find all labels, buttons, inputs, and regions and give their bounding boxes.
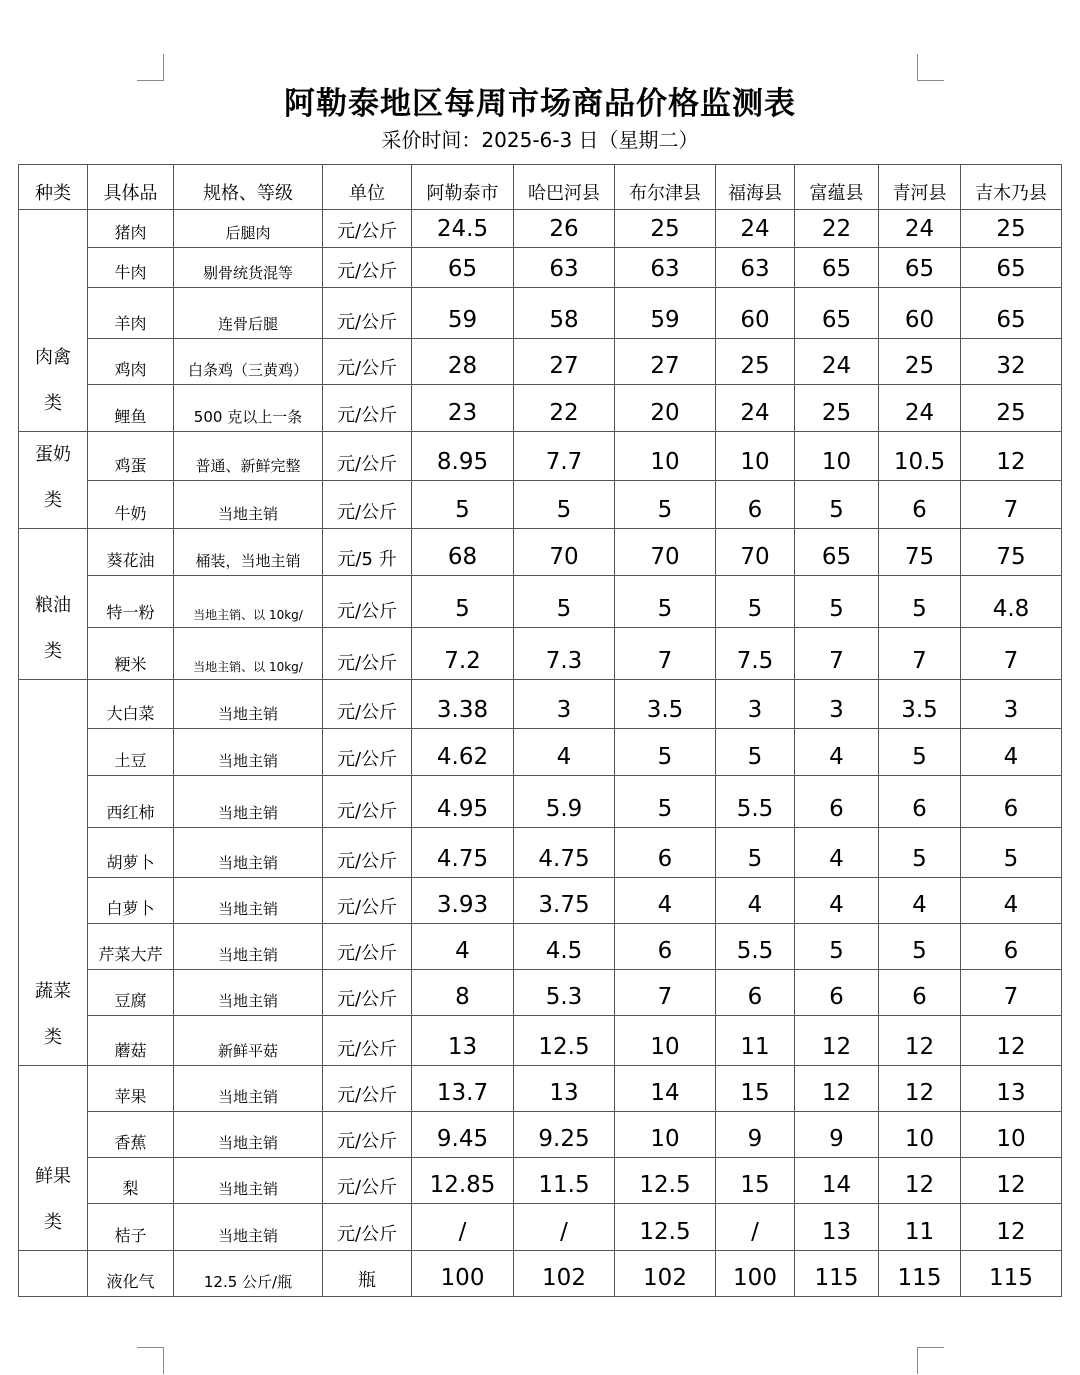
price-cell: 26 [514, 210, 615, 248]
price-cell: 65 [795, 288, 879, 339]
item-name: 羊肉 [88, 288, 174, 339]
price-cell: 10 [615, 1112, 716, 1158]
price-cell: 5 [795, 576, 879, 628]
price-cell: 25 [716, 339, 795, 385]
price-cell: 24.5 [412, 210, 514, 248]
price-cell: 5 [514, 576, 615, 628]
price-cell: 7.7 [514, 432, 615, 481]
unit-cell: 元/公斤 [323, 1066, 412, 1112]
price-cell: 12 [879, 1158, 961, 1204]
price-cell: 25 [795, 385, 879, 432]
price-cell: 7 [961, 628, 1062, 680]
page-title: 阿勒泰地区每周市场商品价格监测表 [284, 86, 796, 122]
price-cell: 4 [412, 924, 514, 970]
price-cell: 12.85 [412, 1158, 514, 1204]
unit-cell: 元/公斤 [323, 878, 412, 924]
price-cell: 70 [716, 529, 795, 576]
price-cell: 65 [961, 248, 1062, 288]
price-cell: 7 [615, 628, 716, 680]
spec-cell: 12.5 公斤/瓶 [174, 1251, 323, 1297]
price-cell: 14 [615, 1066, 716, 1112]
price-cell: 23 [412, 385, 514, 432]
price-cell: 8 [412, 970, 514, 1016]
price-cell: 4.95 [412, 776, 514, 828]
item-name: 白萝卜 [88, 878, 174, 924]
unit-cell: 元/公斤 [323, 1204, 412, 1251]
spec-cell: 普通、新鲜完整 [174, 432, 323, 481]
price-cell: 12 [961, 1204, 1062, 1251]
price-cell: 5 [615, 576, 716, 628]
item-name: 牛肉 [88, 248, 174, 288]
price-cell: 27 [514, 339, 615, 385]
price-cell: / [716, 1204, 795, 1251]
category-label: 鲜果 [35, 1166, 71, 1187]
table-row [19, 1158, 1062, 1204]
price-cell: 12 [795, 1016, 879, 1066]
item-name: 苹果 [88, 1066, 174, 1112]
table-row [19, 210, 1062, 248]
table-row [19, 339, 1062, 385]
table-row [19, 680, 1062, 729]
price-cell: 6 [879, 776, 961, 828]
price-cell: 4 [795, 828, 879, 878]
price-cell: 4.5 [514, 924, 615, 970]
spec-cell: 当地主销 [174, 480, 323, 529]
price-cell: 12.5 [615, 1158, 716, 1204]
price-cell: 24 [879, 210, 961, 248]
item-name: 蘑菇 [88, 1016, 174, 1066]
table-row [19, 828, 1062, 878]
price-cell: 7 [615, 970, 716, 1016]
category-cell [19, 1066, 88, 1251]
spec-cell: 新鲜平菇 [174, 1016, 323, 1066]
unit-cell: 元/公斤 [323, 970, 412, 1016]
price-cell: 11 [879, 1204, 961, 1251]
price-cell: 9.25 [514, 1112, 615, 1158]
spec-cell: 当地主销 [174, 924, 323, 970]
price-cell: 6 [716, 970, 795, 1016]
unit-cell: 元/公斤 [323, 628, 412, 680]
price-cell: 5.9 [514, 776, 615, 828]
price-cell: 5 [615, 480, 716, 529]
unit-cell: 元/公斤 [323, 210, 412, 248]
category-label: 肉禽 [35, 347, 71, 368]
unit-cell: 元/公斤 [323, 385, 412, 432]
price-cell: 65 [961, 288, 1062, 339]
item-name: 胡萝卜 [88, 828, 174, 878]
unit-cell: 元/公斤 [323, 576, 412, 628]
price-cell: 5 [716, 729, 795, 776]
price-cell: 3.38 [412, 680, 514, 729]
category-cell [19, 529, 88, 680]
price-cell: 4 [879, 878, 961, 924]
price-cell: 4 [961, 729, 1062, 776]
price-cell: 12 [961, 1158, 1062, 1204]
crop-mark-bottom-right [917, 1347, 944, 1374]
price-cell: 75 [961, 529, 1062, 576]
price-cell: 63 [514, 248, 615, 288]
price-cell: 20 [615, 385, 716, 432]
table-row [19, 1016, 1062, 1066]
price-cell: 65 [879, 248, 961, 288]
item-name: 鸡蛋 [88, 432, 174, 481]
category-label: 类 [44, 641, 62, 662]
price-cell: 7 [961, 480, 1062, 529]
unit-cell: 瓶 [323, 1251, 412, 1297]
table-row [19, 385, 1062, 432]
crop-mark-top-right [917, 54, 944, 81]
spec-cell: 当地主销、以 10kg/ [174, 628, 323, 680]
spec-cell: 当地主销 [174, 680, 323, 729]
table-row [19, 776, 1062, 828]
price-cell: 100 [412, 1251, 514, 1297]
price-cell: 10.5 [879, 432, 961, 481]
item-name: 鲤鱼 [88, 385, 174, 432]
price-cell: 4.62 [412, 729, 514, 776]
header-cell: 青河县 [879, 165, 961, 210]
price-cell: 5 [879, 828, 961, 878]
item-name: 桔子 [88, 1204, 174, 1251]
unit-cell: 元/公斤 [323, 1112, 412, 1158]
price-cell: 5 [716, 576, 795, 628]
price-cell: 70 [615, 529, 716, 576]
table-row [19, 576, 1062, 628]
price-cell: 4 [716, 878, 795, 924]
price-cell: 59 [615, 288, 716, 339]
spec-cell: 当地主销 [174, 878, 323, 924]
header-cell: 吉木乃县 [961, 165, 1062, 210]
table-row [19, 924, 1062, 970]
unit-cell: 元/公斤 [323, 432, 412, 481]
item-name: 粳米 [88, 628, 174, 680]
price-cell: 15 [716, 1158, 795, 1204]
item-name: 猪肉 [88, 210, 174, 248]
price-cell: 10 [879, 1112, 961, 1158]
category-cell [19, 432, 88, 529]
spec-cell: 当地主销 [174, 970, 323, 1016]
table-row [19, 1204, 1062, 1251]
category-cell [19, 210, 88, 432]
price-cell: 9 [716, 1112, 795, 1158]
header-cell: 具体品 [88, 165, 174, 210]
price-cell: 5 [795, 924, 879, 970]
price-cell: 5.5 [716, 924, 795, 970]
price-cell: 15 [716, 1066, 795, 1112]
table-row [19, 729, 1062, 776]
unit-cell: 元/公斤 [323, 1016, 412, 1066]
price-cell: 12 [879, 1016, 961, 1066]
price-cell: 60 [879, 288, 961, 339]
table-row [19, 248, 1062, 288]
price-cell: 10 [716, 432, 795, 481]
page-subtitle: 采价时间：2025-6-3 日（星期二） [381, 128, 699, 152]
item-name: 香蕉 [88, 1112, 174, 1158]
header-cell: 哈巴河县 [514, 165, 615, 210]
price-cell: 25 [961, 385, 1062, 432]
unit-cell: 元/公斤 [323, 1158, 412, 1204]
item-name: 西红柿 [88, 776, 174, 828]
spec-cell: 后腿肉 [174, 210, 323, 248]
table-row [19, 288, 1062, 339]
header-cell: 富蕴县 [795, 165, 879, 210]
price-cell: 10 [961, 1112, 1062, 1158]
table-row [19, 1112, 1062, 1158]
item-name: 土豆 [88, 729, 174, 776]
unit-cell: 元/公斤 [323, 288, 412, 339]
price-cell: 22 [795, 210, 879, 248]
category-label: 类 [44, 1027, 62, 1048]
price-cell: 3 [795, 680, 879, 729]
price-cell: 5 [879, 924, 961, 970]
price-cell: 6 [795, 776, 879, 828]
price-cell: 14 [795, 1158, 879, 1204]
price-cell: 102 [615, 1251, 716, 1297]
header-cell: 福海县 [716, 165, 795, 210]
price-cell: 5 [514, 480, 615, 529]
price-cell: 12 [961, 1016, 1062, 1066]
price-cell: 60 [716, 288, 795, 339]
price-cell: 100 [716, 1251, 795, 1297]
price-cell: 6 [961, 776, 1062, 828]
item-name: 梨 [88, 1158, 174, 1204]
price-cell: 13.7 [412, 1066, 514, 1112]
category-cell [19, 680, 88, 1066]
price-cell: 27 [615, 339, 716, 385]
price-cell: 12 [879, 1066, 961, 1112]
spec-cell: 当地主销 [174, 1158, 323, 1204]
price-cell: 13 [514, 1066, 615, 1112]
price-cell: 12.5 [615, 1204, 716, 1251]
price-cell: 4 [514, 729, 615, 776]
unit-cell: 元/公斤 [323, 248, 412, 288]
price-cell: 25 [961, 210, 1062, 248]
price-cell: 24 [795, 339, 879, 385]
header-cell: 阿勒泰市 [412, 165, 514, 210]
price-cell: 7 [879, 628, 961, 680]
price-cell: 11 [716, 1016, 795, 1066]
price-cell: 63 [615, 248, 716, 288]
price-cell: 5 [412, 480, 514, 529]
unit-cell: 元/公斤 [323, 339, 412, 385]
table-row [19, 970, 1062, 1016]
price-cell: 9 [795, 1112, 879, 1158]
price-cell: 68 [412, 529, 514, 576]
price-cell: 24 [879, 385, 961, 432]
price-cell: 24 [716, 385, 795, 432]
price-cell: 5 [795, 480, 879, 529]
category-cell [19, 1251, 88, 1297]
price-cell: 63 [716, 248, 795, 288]
item-name: 大白菜 [88, 680, 174, 729]
price-cell: 10 [795, 432, 879, 481]
price-cell: 5 [412, 576, 514, 628]
price-cell: 75 [879, 529, 961, 576]
price-cell: 59 [412, 288, 514, 339]
item-name: 芹菜大芹 [88, 924, 174, 970]
item-name: 液化气 [88, 1251, 174, 1297]
price-cell: 9.45 [412, 1112, 514, 1158]
price-cell: 7.5 [716, 628, 795, 680]
price-cell: 6 [961, 924, 1062, 970]
table-row [19, 1066, 1062, 1112]
price-cell: 5.3 [514, 970, 615, 1016]
table-row [19, 480, 1062, 529]
price-cell: 5 [615, 729, 716, 776]
table-row [19, 529, 1062, 576]
price-cell: 10 [615, 432, 716, 481]
price-cell: 12.5 [514, 1016, 615, 1066]
crop-mark-top-left [137, 54, 164, 81]
spec-cell: 500 克以上一条 [174, 385, 323, 432]
price-cell: 4 [795, 878, 879, 924]
price-cell: 115 [795, 1251, 879, 1297]
unit-cell: 元/5 升 [323, 529, 412, 576]
item-name: 葵花油 [88, 529, 174, 576]
category-label: 粮油 [35, 595, 71, 616]
crop-mark-bottom-left [137, 1347, 164, 1374]
price-cell: 5 [716, 828, 795, 878]
header-cell: 单位 [323, 165, 412, 210]
price-cell: 5 [879, 729, 961, 776]
price-cell: / [514, 1204, 615, 1251]
price-cell: / [412, 1204, 514, 1251]
unit-cell: 元/公斤 [323, 729, 412, 776]
price-cell: 12 [961, 432, 1062, 481]
spec-cell: 当地主销 [174, 729, 323, 776]
spec-cell: 当地主销 [174, 1204, 323, 1251]
price-cell: 6 [615, 924, 716, 970]
spec-cell: 连骨后腿 [174, 288, 323, 339]
price-cell: 13 [412, 1016, 514, 1066]
item-name: 牛奶 [88, 480, 174, 529]
price-cell: 4.75 [514, 828, 615, 878]
price-cell: 6 [795, 970, 879, 1016]
category-label: 类 [44, 1212, 62, 1233]
table-body [19, 210, 1062, 1297]
spec-cell: 当地主销 [174, 1112, 323, 1158]
item-name: 特一粉 [88, 576, 174, 628]
price-cell: 32 [961, 339, 1062, 385]
price-cell: 7.2 [412, 628, 514, 680]
spec-cell: 当地主销 [174, 776, 323, 828]
price-cell: 3.5 [615, 680, 716, 729]
category-label: 类 [44, 490, 62, 511]
price-cell: 115 [879, 1251, 961, 1297]
price-cell: 65 [412, 248, 514, 288]
category-label: 蛋奶 [35, 444, 71, 465]
price-cell: 3 [514, 680, 615, 729]
price-cell: 12 [795, 1066, 879, 1112]
price-cell: 5 [961, 828, 1062, 878]
price-cell: 4.75 [412, 828, 514, 878]
price-cell: 65 [795, 248, 879, 288]
spec-cell: 桶装，当地主销 [174, 529, 323, 576]
price-cell: 5 [879, 576, 961, 628]
price-cell: 25 [879, 339, 961, 385]
price-cell: 25 [615, 210, 716, 248]
unit-cell: 元/公斤 [323, 828, 412, 878]
price-cell: 28 [412, 339, 514, 385]
price-table [18, 164, 1062, 1297]
table-row [19, 628, 1062, 680]
price-cell: 65 [795, 529, 879, 576]
unit-cell: 元/公斤 [323, 680, 412, 729]
price-cell: 22 [514, 385, 615, 432]
item-name: 鸡肉 [88, 339, 174, 385]
price-cell: 58 [514, 288, 615, 339]
price-cell: 6 [716, 480, 795, 529]
price-cell: 11.5 [514, 1158, 615, 1204]
price-cell: 3.75 [514, 878, 615, 924]
spec-cell: 当地主销 [174, 1066, 323, 1112]
price-cell: 6 [879, 480, 961, 529]
price-cell: 4 [795, 729, 879, 776]
price-cell: 13 [961, 1066, 1062, 1112]
header-cell: 种类 [19, 165, 88, 210]
item-name: 豆腐 [88, 970, 174, 1016]
table-row [19, 878, 1062, 924]
price-cell: 6 [615, 828, 716, 878]
header-cell: 布尔津县 [615, 165, 716, 210]
category-label: 类 [44, 393, 62, 414]
price-cell: 5.5 [716, 776, 795, 828]
price-cell: 6 [879, 970, 961, 1016]
spec-cell: 当地主销 [174, 828, 323, 878]
table-header-row [19, 165, 1062, 210]
unit-cell: 元/公斤 [323, 480, 412, 529]
price-cell: 4.8 [961, 576, 1062, 628]
price-cell: 13 [795, 1204, 879, 1251]
price-cell: 70 [514, 529, 615, 576]
price-cell: 3.93 [412, 878, 514, 924]
price-cell: 4 [961, 878, 1062, 924]
price-cell: 3.5 [879, 680, 961, 729]
spec-cell: 剔骨统货混等 [174, 248, 323, 288]
price-cell: 5 [615, 776, 716, 828]
price-cell: 4 [615, 878, 716, 924]
table-row [19, 432, 1062, 481]
table-row [19, 1251, 1062, 1297]
price-cell: 24 [716, 210, 795, 248]
price-cell: 8.95 [412, 432, 514, 481]
price-cell: 7 [795, 628, 879, 680]
spec-cell: 当地主销、以 10kg/ [174, 576, 323, 628]
price-cell: 102 [514, 1251, 615, 1297]
price-cell: 3 [716, 680, 795, 729]
unit-cell: 元/公斤 [323, 776, 412, 828]
price-cell: 7 [961, 970, 1062, 1016]
price-cell: 7.3 [514, 628, 615, 680]
price-cell: 115 [961, 1251, 1062, 1297]
price-cell: 3 [961, 680, 1062, 729]
spec-cell: 白条鸡（三黄鸡） [174, 339, 323, 385]
category-label: 蔬菜 [35, 981, 71, 1002]
header-cell: 规格、等级 [174, 165, 323, 210]
unit-cell: 元/公斤 [323, 924, 412, 970]
price-cell: 10 [615, 1016, 716, 1066]
